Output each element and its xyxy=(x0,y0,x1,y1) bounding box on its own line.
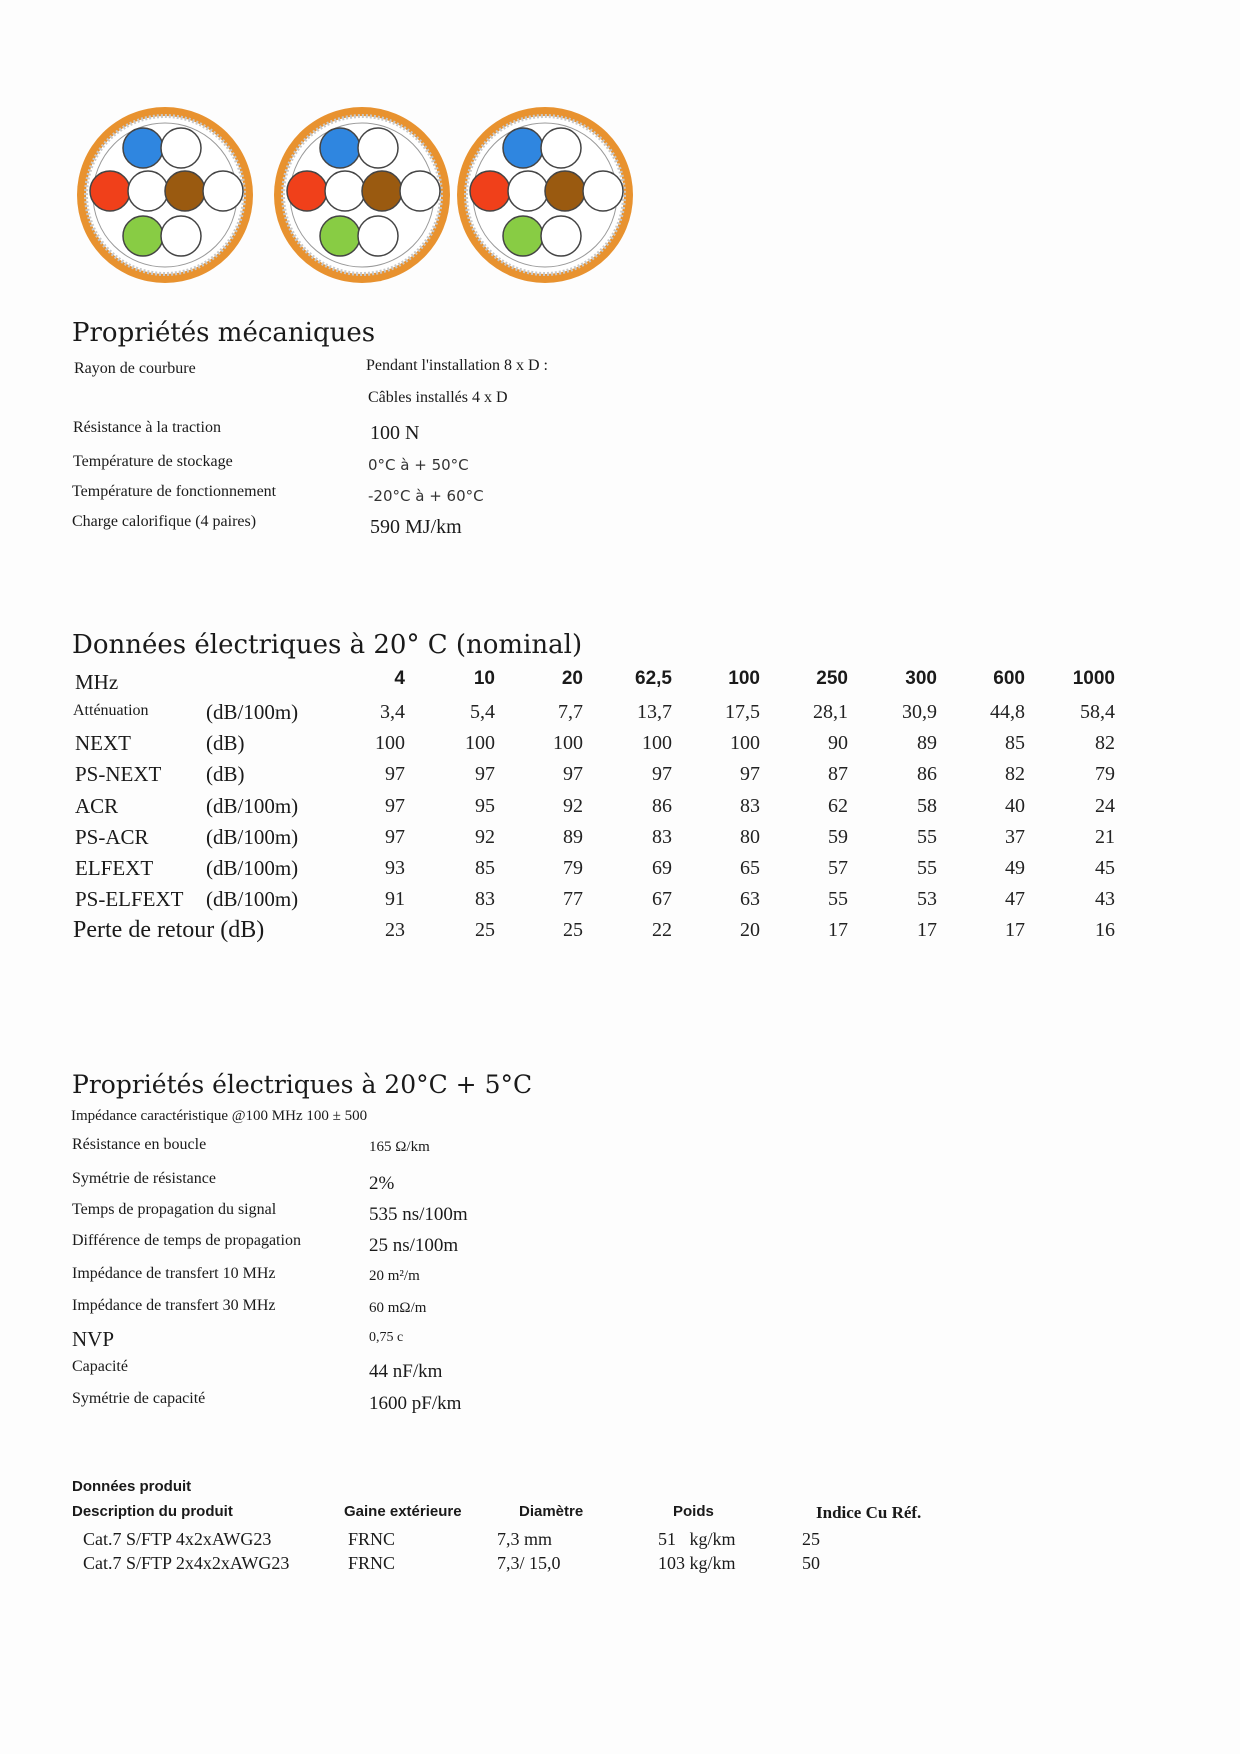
table-cell: 92 xyxy=(563,795,583,817)
table-cell: 30,9 xyxy=(902,701,937,723)
red-pair-white-conductor xyxy=(128,171,168,211)
table-cell: 3,4 xyxy=(380,701,405,723)
row-name: PS-ACR xyxy=(75,825,149,849)
tensile-strength-value: 100 N xyxy=(370,422,420,444)
property-value: 535 ns/100m xyxy=(369,1204,468,1225)
green-pair-colored-conductor xyxy=(320,216,360,256)
product-cell: Cat.7 S/FTP 2x4x2xAWG23 xyxy=(83,1553,290,1573)
frequency-header: 4 xyxy=(394,668,405,689)
table-cell: 87 xyxy=(828,763,848,785)
tensile-strength-label: Résistance à la traction xyxy=(73,419,221,436)
row-unit: (dB/100m) xyxy=(206,825,299,849)
blue-pair-colored-conductor xyxy=(320,128,360,168)
property-label: Symétrie de résistance xyxy=(72,1170,216,1187)
green-pair-white-conductor xyxy=(541,216,581,256)
blue-pair-white-conductor xyxy=(358,128,398,168)
row-name: PS-ELFEXT xyxy=(75,887,184,911)
table-cell: 85 xyxy=(1005,732,1025,754)
frequency-header: 1000 xyxy=(1072,668,1115,689)
product-column-header: Diamètre xyxy=(519,1503,584,1520)
red-pair-colored-conductor xyxy=(470,171,510,211)
brown-pair-white-conductor xyxy=(400,171,440,211)
bend-radius-installed-value: Câbles installés 4 x D xyxy=(368,389,508,406)
storage-temp-value: 0°C à + 50°C xyxy=(368,456,469,474)
table-cell: 79 xyxy=(563,857,583,879)
table-cell: 25 xyxy=(563,919,583,941)
table-cell: 90 xyxy=(828,732,848,754)
product-column-header: Gaine extérieure xyxy=(344,1503,462,1520)
product-cell: 7,3/ 15,0 xyxy=(497,1553,561,1573)
product-cell: 7,3 mm xyxy=(497,1529,553,1549)
table-cell: 43 xyxy=(1095,888,1115,910)
table-cell: 80 xyxy=(740,826,760,848)
product-column-header: Indice Cu Réf. xyxy=(816,1503,922,1522)
table-cell: 91 xyxy=(385,888,405,910)
table-cell: 55 xyxy=(917,857,937,879)
green-pair-colored-conductor xyxy=(123,216,163,256)
blue-pair-white-conductor xyxy=(161,128,201,168)
property-value: 25 ns/100m xyxy=(369,1235,459,1256)
property-value: 44 nF/km xyxy=(369,1361,443,1382)
table-cell: 83 xyxy=(740,795,760,817)
product-cell: FRNC xyxy=(348,1529,396,1549)
brown-pair-colored-conductor xyxy=(545,171,585,211)
property-value: 0,75 c xyxy=(369,1330,404,1345)
table-cell: 86 xyxy=(652,795,672,817)
bend-radius-label: Rayon de courbure xyxy=(74,360,196,377)
table-cell: 13,7 xyxy=(637,701,672,723)
product-cell: 50 xyxy=(802,1553,820,1573)
property-value: 20 m²/m xyxy=(369,1268,420,1284)
table-cell: 82 xyxy=(1005,763,1025,785)
table-cell: 45 xyxy=(1095,857,1115,879)
product-data-title: Données produit xyxy=(72,1478,192,1495)
mechanical-properties-title: Propriétés mécaniques xyxy=(72,318,376,348)
table-cell: 49 xyxy=(1005,857,1025,879)
property-value: 165 Ω/km xyxy=(369,1139,430,1155)
table-cell: 93 xyxy=(385,857,405,879)
table-cell: 59 xyxy=(828,826,848,848)
frequency-header: 20 xyxy=(561,668,583,689)
table-cell: 53 xyxy=(917,888,937,910)
table-cell: 7,7 xyxy=(558,701,583,723)
product-cell: 103 kg/km xyxy=(658,1553,736,1573)
electrical-properties-title: Propriétés électriques à 20°C + 5°C xyxy=(72,1070,533,1099)
row-name: ACR xyxy=(75,794,119,818)
red-pair-colored-conductor xyxy=(90,171,130,211)
operating-temp-label: Température de fonctionnement xyxy=(72,483,277,500)
row-unit: (dB/100m) xyxy=(206,887,299,911)
table-cell: 97 xyxy=(385,795,405,817)
table-cell: 20 xyxy=(740,919,760,941)
property-value: 60 mΩ/m xyxy=(369,1300,427,1316)
row-name: Perte de retour (dB) xyxy=(73,917,265,943)
table-cell: 58,4 xyxy=(1080,701,1115,723)
frequency-header: 300 xyxy=(905,668,937,689)
table-cell: 44,8 xyxy=(990,701,1025,723)
table-cell: 37 xyxy=(1005,826,1025,848)
row-unit: (dB) xyxy=(206,762,245,786)
table-cell: 100 xyxy=(642,732,672,754)
row-unit: (dB) xyxy=(206,731,245,755)
frequency-header: 100 xyxy=(728,668,760,689)
blue-pair-white-conductor xyxy=(541,128,581,168)
green-pair-white-conductor xyxy=(161,216,201,256)
cable-cross-section-illustration xyxy=(70,100,640,290)
table-cell: 5,4 xyxy=(470,701,495,723)
property-label: Temps de propagation du signal xyxy=(72,1201,277,1218)
table-cell: 92 xyxy=(475,826,495,848)
brown-pair-colored-conductor xyxy=(165,171,205,211)
frequency-header: 600 xyxy=(993,668,1025,689)
brown-pair-white-conductor xyxy=(203,171,243,211)
table-cell: 16 xyxy=(1095,919,1115,941)
property-label: Résistance en boucle xyxy=(72,1136,207,1153)
frequency-header: 250 xyxy=(816,668,848,689)
property-value: 1600 pF/km xyxy=(369,1393,462,1414)
table-cell: 97 xyxy=(740,763,760,785)
row-name: ELFEXT xyxy=(75,856,154,880)
row-unit: (dB/100m) xyxy=(206,700,299,724)
table-cell: 97 xyxy=(385,763,405,785)
product-cell: Cat.7 S/FTP 4x2xAWG23 xyxy=(83,1529,272,1549)
table-cell: 62 xyxy=(828,795,848,817)
property-label: Différence de temps de propagation xyxy=(72,1232,301,1249)
table-cell: 100 xyxy=(730,732,760,754)
table-cell: 82 xyxy=(1095,732,1115,754)
table-cell: 17,5 xyxy=(725,701,760,723)
property-value: 2% xyxy=(369,1173,395,1194)
brown-pair-colored-conductor xyxy=(362,171,402,211)
property-label: Symétrie de capacité xyxy=(72,1390,206,1407)
fire-load-label: Charge calorifique (4 paires) xyxy=(72,513,257,530)
table-cell: 63 xyxy=(740,888,760,910)
table-cell: 67 xyxy=(652,888,672,910)
green-pair-colored-conductor xyxy=(503,216,543,256)
property-label: NVP xyxy=(72,1327,115,1351)
brown-pair-white-conductor xyxy=(583,171,623,211)
table-cell: 79 xyxy=(1095,763,1115,785)
table-cell: 40 xyxy=(1005,795,1025,817)
product-cell: 51 kg/km xyxy=(658,1529,736,1549)
impedance-line: Impédance caractéristique @100 MHz 100 ± 500 xyxy=(71,1108,368,1124)
row-name: Atténuation xyxy=(73,702,149,719)
product-column-header: Poids xyxy=(673,1503,714,1520)
product-cell: FRNC xyxy=(348,1553,396,1573)
operating-temp-value: -20°C à + 60°C xyxy=(368,487,484,505)
row-name: PS-NEXT xyxy=(75,762,162,786)
product-column-header: Description du produit xyxy=(72,1503,233,1520)
green-pair-white-conductor xyxy=(358,216,398,256)
property-label: Impédance de transfert 30 MHz xyxy=(72,1297,276,1314)
table-cell: 100 xyxy=(375,732,405,754)
table-cell: 57 xyxy=(828,857,848,879)
table-cell: 17 xyxy=(828,919,848,941)
table-cell: 23 xyxy=(385,919,405,941)
table-cell: 17 xyxy=(917,919,937,941)
table-cell: 17 xyxy=(1005,919,1025,941)
bend-radius-install-value: Pendant l'installation 8 x D : xyxy=(366,357,548,374)
table-cell: 95 xyxy=(475,795,495,817)
table-cell: 97 xyxy=(385,826,405,848)
table-cell: 100 xyxy=(553,732,583,754)
table-cell: 22 xyxy=(652,919,672,941)
row-unit: (dB/100m) xyxy=(206,794,299,818)
table-cell: 83 xyxy=(475,888,495,910)
table-cell: 83 xyxy=(652,826,672,848)
blue-pair-colored-conductor xyxy=(123,128,163,168)
table-cell: 100 xyxy=(465,732,495,754)
electrical-data-title: Données électriques à 20° C (nominal) xyxy=(72,630,583,660)
storage-temp-label: Température de stockage xyxy=(73,453,233,470)
table-cell: 77 xyxy=(563,888,583,910)
property-label: Impédance de transfert 10 MHz xyxy=(72,1265,276,1282)
red-pair-white-conductor xyxy=(325,171,365,211)
table-cell: 89 xyxy=(917,732,937,754)
table-cell: 25 xyxy=(475,919,495,941)
fire-load-value: 590 MJ/km xyxy=(370,516,462,538)
property-label: Capacité xyxy=(72,1358,128,1375)
row-name: NEXT xyxy=(75,731,131,755)
product-cell: 25 xyxy=(802,1529,820,1549)
table-cell: 58 xyxy=(917,795,937,817)
table-cell: 28,1 xyxy=(813,701,848,723)
table-cell: 21 xyxy=(1095,826,1115,848)
table-cell: 86 xyxy=(917,763,937,785)
table-cell: 97 xyxy=(563,763,583,785)
table-header-mhz: MHz xyxy=(75,670,119,694)
red-pair-white-conductor xyxy=(508,171,548,211)
row-unit: (dB/100m) xyxy=(206,856,299,880)
table-cell: 97 xyxy=(652,763,672,785)
table-cell: 65 xyxy=(740,857,760,879)
frequency-header: 10 xyxy=(473,668,495,689)
table-cell: 89 xyxy=(563,826,583,848)
table-cell: 55 xyxy=(917,826,937,848)
frequency-header: 62,5 xyxy=(635,668,672,689)
table-cell: 97 xyxy=(475,763,495,785)
table-cell: 47 xyxy=(1005,888,1025,910)
blue-pair-colored-conductor xyxy=(503,128,543,168)
red-pair-colored-conductor xyxy=(287,171,327,211)
table-cell: 85 xyxy=(475,857,495,879)
table-cell: 69 xyxy=(652,857,672,879)
table-cell: 24 xyxy=(1095,795,1115,817)
table-cell: 55 xyxy=(828,888,848,910)
